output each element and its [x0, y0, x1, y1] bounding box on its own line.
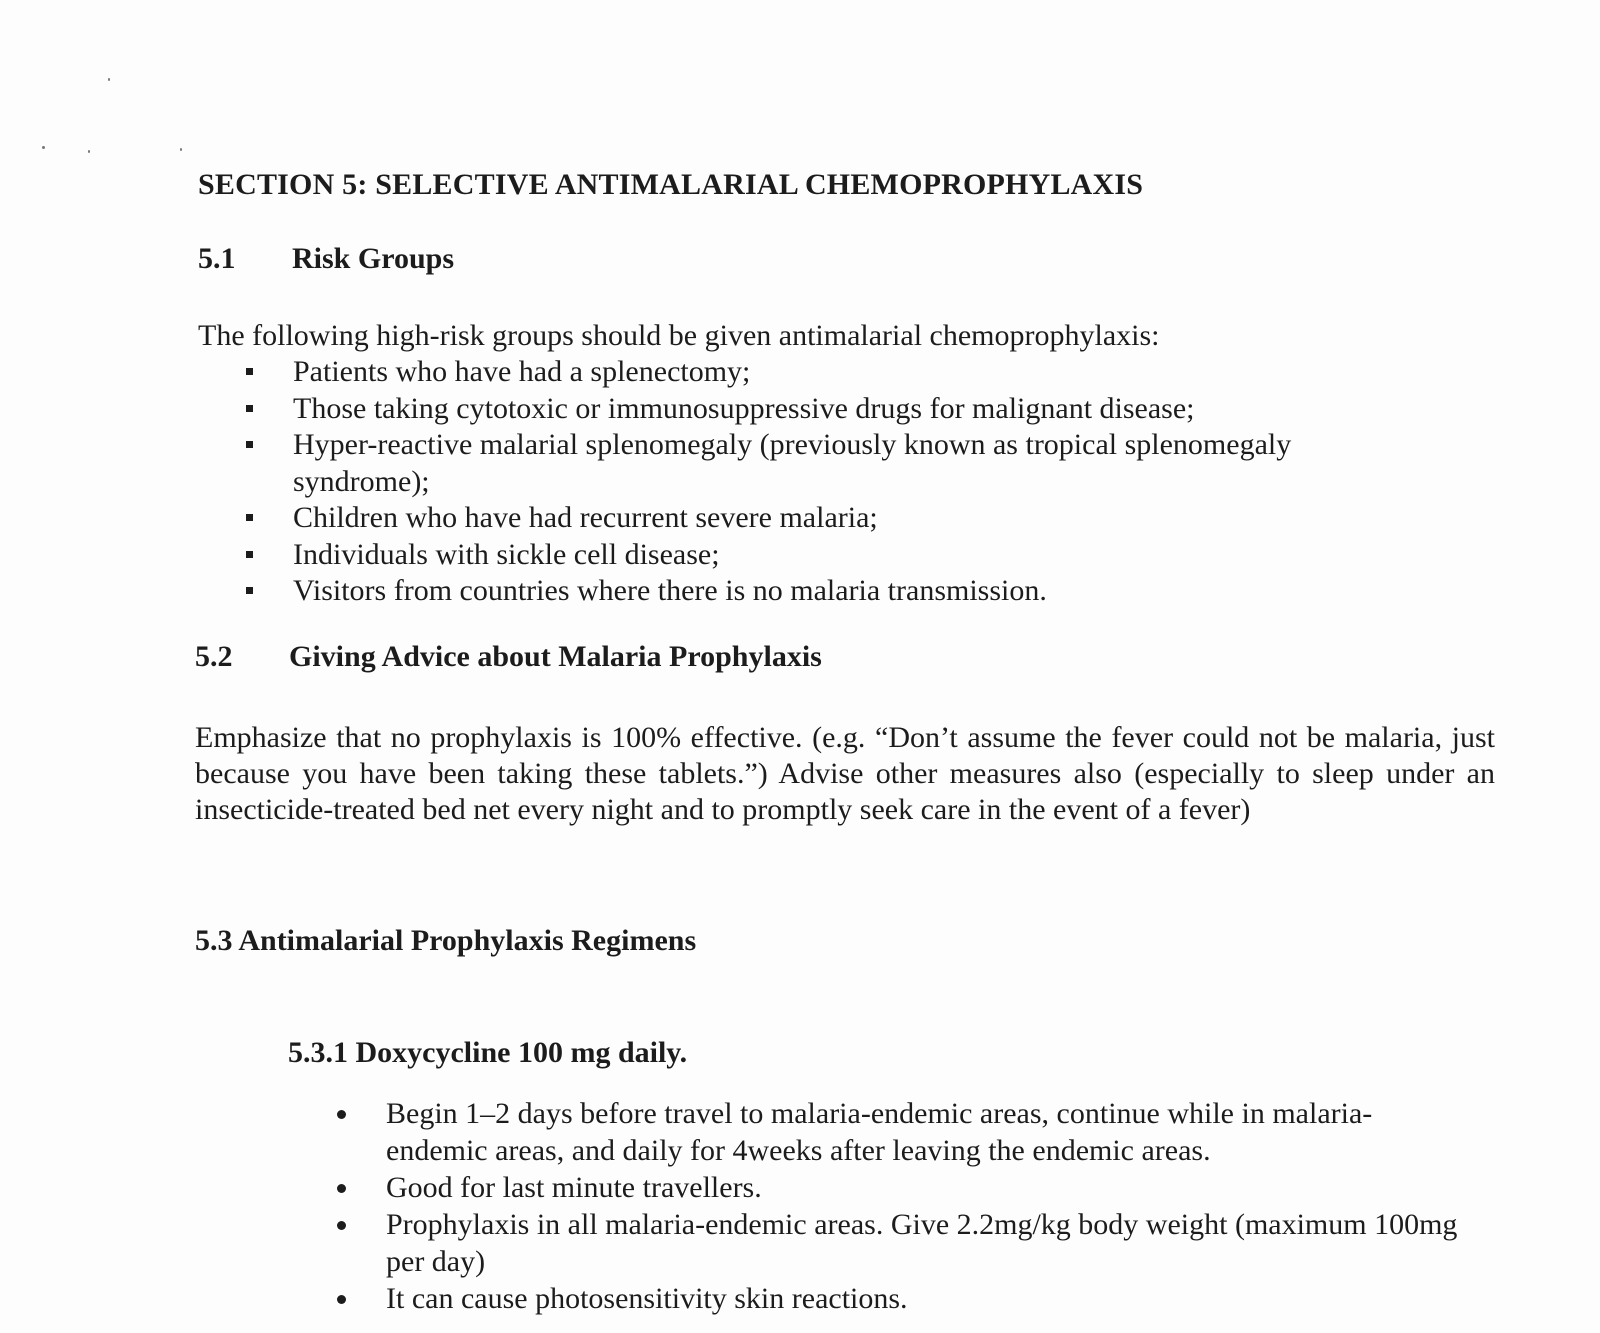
list-item: Those taking cytotoxic or immunosuppressive drugs for malignant disease; [240, 391, 1291, 428]
scan-speck [108, 78, 110, 81]
risk-groups-intro: The following high-risk groups should be given antimalarial chemoprophylaxis: [198, 319, 1160, 352]
square-bullet-icon [246, 368, 253, 375]
heading-5-2-title: Giving Advice about Malaria Prophylaxis [289, 640, 822, 673]
square-bullet-icon [246, 405, 253, 412]
list-item: Begin 1–2 days before travel to malaria-endemic areas, continue while in malaria-endemic areas, and daily for 4weeks after leaving the endemic areas. [333, 1095, 1473, 1169]
round-bullet-icon [337, 1184, 346, 1193]
square-bullet-icon [246, 514, 253, 521]
square-bullet-icon [246, 441, 253, 448]
heading-5-2 [195, 640, 822, 674]
list-item: Individuals with sickle cell disease; [240, 537, 1291, 574]
scan-speck [42, 146, 45, 149]
scan-speck [180, 148, 182, 151]
square-bullet-icon [246, 551, 253, 558]
list-item: Prophylaxis in all malaria-endemic areas. Give 2.2mg/kg body weight (maximum 100mg per day) [333, 1206, 1473, 1280]
square-bullet-icon [246, 587, 253, 594]
round-bullet-icon [337, 1110, 346, 1119]
section-title: SECTION 5: SELECTIVE ANTIMALARIAL CHEMOPROPHYLAXIS [198, 168, 1144, 201]
list-item: Good for last minute travellers. [333, 1169, 1473, 1206]
round-bullet-icon [337, 1221, 346, 1230]
list-item: Children who have had recurrent severe malaria; [240, 500, 1291, 537]
heading-5-2-number: 5.2 [195, 640, 233, 673]
list-item: Patients who have had a splenectomy; [240, 354, 1291, 391]
heading-5-1-number: 5.1 [198, 242, 236, 275]
list-item: Visitors from countries where there is no malaria transmission. [240, 573, 1291, 610]
list-item: It can cause photosensitivity skin reactions. [333, 1280, 1473, 1317]
heading-5-1 [198, 242, 454, 276]
list-item: Hyper-reactive malarial splenomegaly (previously known as tropical splenomegaly [240, 427, 1291, 464]
round-bullet-icon [337, 1295, 346, 1304]
heading-5-3-1: 5.3.1 Doxycycline 100 mg daily. [288, 1036, 688, 1069]
prophylaxis-advice-paragraph: Emphasize that no prophylaxis is 100% effective. (e.g. “Don’t assume the fever could not be malaria, just because you have been taking these tablets.”) Advise other measures also (especially to sleep under an insecticide-treated bed net every night and to promptly seek care in the event of a fever) [195, 721, 1495, 826]
risk-groups-list [240, 354, 1291, 610]
heading-5-1-title: Risk Groups [292, 242, 455, 275]
heading-5-3: 5.3 Antimalarial Prophylaxis Regimens [195, 924, 697, 957]
doxycycline-list [333, 1095, 1473, 1317]
scan-speck [88, 150, 90, 153]
list-item-continuation: syndrome); [293, 464, 430, 498]
